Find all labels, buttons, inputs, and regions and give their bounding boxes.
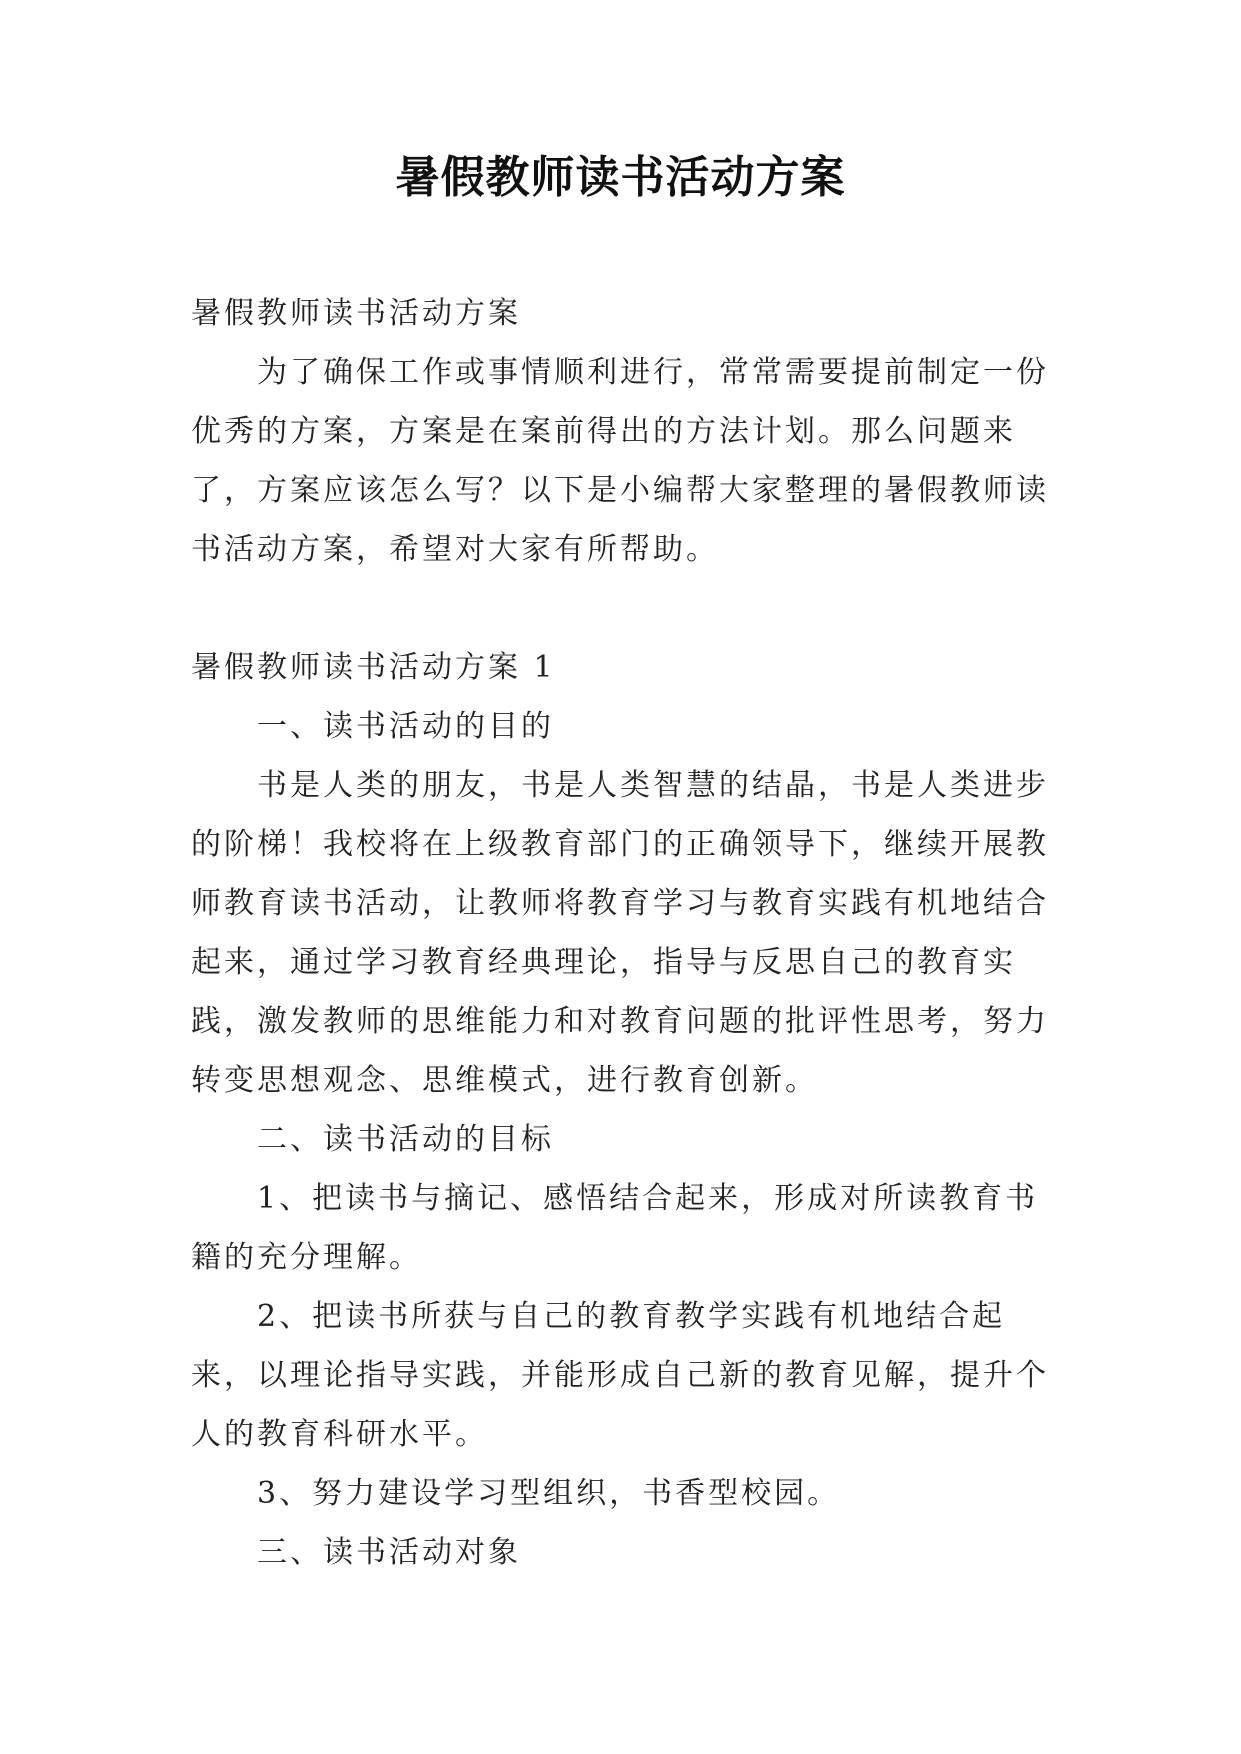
goal-item-2: 2、把读书所获与自己的教育教学实践有机地结合起来，以理论指导实践，并能形成自己新的教育见解，提升个人的教育科研水平。 [191, 1299, 1049, 1452]
intro-paragraph: 为了确保工作或事情顺利进行，常常需要提前制定一份优秀的方案，方案是在案前得出的方法计划。那么问题来了，方案应该怎么写？以下是小编帮大家整理的暑假教师读书活动方案，希望对大家有所帮助。 [191, 355, 1049, 567]
section-heading-plan-1: 暑假教师读书活动方案 1 [191, 650, 556, 685]
subheading-goals: 二、读书活动的目标 [257, 1122, 554, 1157]
body-heading: 暑假教师读书活动方案 [191, 296, 521, 331]
subheading-participants: 三、读书活动对象 [257, 1535, 521, 1570]
document-title: 暑假教师读书活动方案 [395, 152, 846, 203]
subheading-purpose: 一、读书活动的目的 [257, 709, 554, 744]
purpose-paragraph: 书是人类的朋友，书是人类智慧的结晶，书是人类进步的阶梯！我校将在上级教育部门的正确领导下，继续开展教师教育读书活动，让教师将教育学习与教育实践有机地结合起来，通过学习教育经典理论，指导与反思自己的教育实践，激发教师的思维能力和对教育问题的批评性思考，努力转变思想观念、思维模式，进行教育创新。 [191, 768, 1049, 1098]
goal-item-1: 1、把读书与摘记、感悟结合起来，形成对所读教育书籍的充分理解。 [191, 1181, 1039, 1275]
goal-item-3: 3、努力建设学习型组织，书香型校园。 [257, 1476, 841, 1511]
document-body [191, 284, 1051, 1582]
